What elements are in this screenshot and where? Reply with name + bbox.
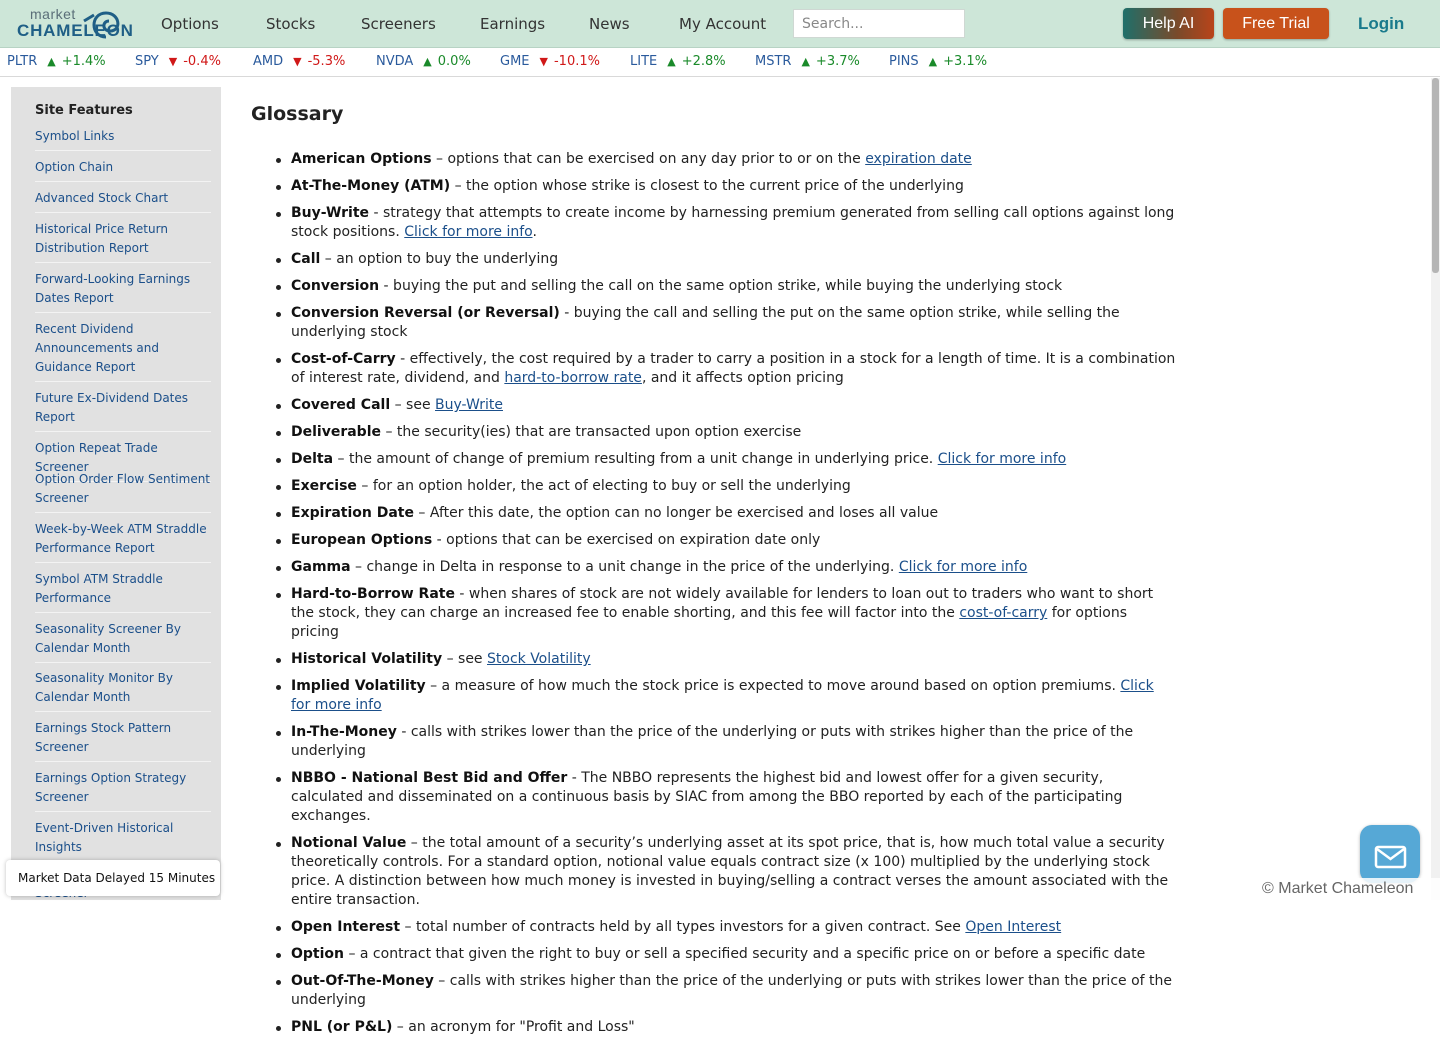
down-arrow-icon: ▼: [539, 55, 548, 68]
glossary-term: Hard-to-Borrow Rate: [291, 586, 455, 602]
sidebar-link[interactable]: Forward-Looking Earnings Dates Report: [35, 270, 211, 313]
glossary-term: At-The-Money (ATM): [291, 178, 451, 194]
glossary-term: Delta: [291, 451, 334, 467]
glossary-term: Historical Volatility: [291, 651, 443, 667]
ticker-strip: [0, 48, 1440, 77]
glossary-definition: - options that can be exercised on expiration date only: [432, 532, 821, 548]
sidebar-link[interactable]: Option Repeat Trade Screener: [35, 439, 211, 482]
ticker-item[interactable]: [376, 54, 471, 69]
glossary-definition: – the total amount of a security’s underlying asset at its spot price, that is, how much total value a security theoretically controls. For a standard option, notional value equals contract size (x 100) multiplied by the underlying stock price. A distinction between how much money is invested in buying/selling a contract verses the amount associated with the entire transaction.: [291, 835, 1169, 908]
glossary-item: [251, 450, 1176, 469]
ticker-symbol[interactable]: SPY: [135, 54, 159, 69]
search-input[interactable]: [793, 9, 965, 38]
glossary-definition: – After this date, the option can no longer be exercised and loses all value: [413, 505, 939, 521]
glossary-definition: – the amount of change of premium resulting from a unit change in underlying price.: [333, 451, 938, 467]
free-trial-button[interactable]: Free Trial: [1223, 8, 1329, 39]
glossary-link[interactable]: Stock Volatility: [487, 651, 591, 667]
glossary-term: Out-Of-The-Money: [291, 973, 434, 989]
glossary-definition: – calls with strikes higher than the price of the underlying or puts with strikes lower than the price of the underlying: [291, 973, 1173, 1008]
glossary-definition-tail: , and it affects option pricing: [641, 370, 844, 386]
help-ai-button[interactable]: Help AI: [1123, 8, 1214, 39]
glossary-term: European Options: [291, 532, 433, 548]
down-arrow-icon: ▼: [168, 55, 178, 68]
top-navbar: [0, 0, 1440, 48]
sidebar-link[interactable]: Historical Price Return Distribution Report: [35, 220, 211, 263]
glossary-term: Exercise: [291, 478, 357, 494]
ticker-change: +1.4%: [61, 54, 106, 69]
glossary-definition: - calls with strikes lower than the price of the underlying or puts with strikes higher than the price of the underlying: [291, 724, 1134, 759]
sidebar-link[interactable]: Advanced Stock Chart: [35, 189, 211, 213]
sidebar-link[interactable]: Option Order Flow Sentiment Screener: [35, 470, 211, 513]
ticker-item[interactable]: [500, 54, 600, 69]
glossary-item: [251, 945, 1176, 964]
sidebar-link[interactable]: Event-Driven Historical Insights: [35, 819, 211, 862]
glossary-definition: – an option to buy the underlying: [320, 251, 559, 267]
glossary-term: Implied Volatility: [291, 678, 426, 694]
glossary-link[interactable]: cost-of-carry: [959, 605, 1048, 621]
glossary-definition: – an acronym for "Profit and Loss": [392, 1019, 635, 1035]
contact-mail-button[interactable]: [1360, 825, 1420, 883]
glossary-term: Expiration Date: [291, 505, 414, 521]
glossary-link[interactable]: Click for more info: [404, 224, 533, 240]
copyright-text: © Market Chameleon: [1259, 878, 1440, 900]
up-arrow-icon: ▲: [928, 55, 938, 68]
glossary-item: [251, 723, 1176, 761]
page-scrollbar[interactable]: [1431, 78, 1440, 900]
glossary-item: [251, 769, 1176, 826]
glossary-definition: – see: [442, 651, 487, 667]
scrollbar-thumb[interactable]: [1432, 78, 1439, 273]
nav-news[interactable]: News: [589, 15, 630, 33]
ticker-change: +2.8%: [681, 54, 726, 69]
glossary-definition: – total number of contracts held by all types investors for a given contract. See: [400, 919, 966, 935]
glossary-definition: - effectively, the cost required by a trader to carry a position in a stock for a length of time. It is a combination of interest rate, dividend, and: [291, 351, 1176, 386]
up-arrow-icon: ▲: [47, 55, 56, 68]
glossary-definition-tail: for options pricing: [291, 605, 1127, 640]
glossary-term: Call: [291, 251, 321, 267]
nav-screeners[interactable]: Screeners: [361, 15, 436, 33]
glossary-item: [251, 677, 1176, 715]
sidebar-link[interactable]: Earnings Option Strategy Screener: [35, 769, 211, 812]
ticker-change: -0.4%: [183, 54, 221, 69]
sidebar-heading: Site Features: [35, 103, 133, 118]
up-arrow-icon: ▲: [801, 55, 810, 68]
glossary-term: Gamma: [291, 559, 351, 575]
glossary-term: Conversion: [291, 278, 380, 294]
glossary-definition: - buying the put and selling the call on the same option strike, while buying the underlying stock: [379, 278, 1063, 294]
nav-stocks[interactable]: Stocks: [266, 15, 316, 33]
glossary-term: Open Interest: [291, 919, 401, 935]
glossary-item: [251, 423, 1176, 442]
sidebar-link[interactable]: Seasonality Monitor By Calendar Month: [35, 669, 211, 712]
nav-options[interactable]: Options: [161, 15, 219, 33]
ticker-symbol[interactable]: AMD: [253, 54, 284, 69]
glossary-term: Buy-Write: [291, 205, 370, 221]
glossary-term: Option: [291, 946, 344, 962]
glossary-link[interactable]: Click for more info: [898, 559, 1028, 575]
glossary-item: [251, 504, 1176, 523]
glossary-definition: – the option whose strike is closest to the current price of the underlying: [450, 178, 964, 194]
glossary-item: [251, 177, 1176, 196]
glossary-item: [251, 585, 1176, 642]
glossary-link[interactable]: Click for more info: [291, 678, 1154, 713]
glossary-term: Conversion Reversal (or Reversal): [291, 305, 560, 321]
glossary-term: Cost-of-Carry: [291, 351, 396, 367]
glossary-term: Notional Value: [291, 835, 407, 851]
glossary-item: [251, 150, 1176, 169]
glossary-item: [251, 304, 1176, 342]
site-features-sidebar: [11, 87, 221, 900]
glossary-definition: – options that can be exercised on any day prior to or on the: [431, 151, 866, 167]
down-arrow-icon: ▼: [293, 55, 302, 68]
sidebar-link[interactable]: Earnings Stock Pattern Screener: [35, 719, 211, 762]
sidebar-link[interactable]: Future Ex-Dividend Dates Report: [35, 389, 211, 432]
up-arrow-icon: ▲: [423, 55, 432, 68]
nav-my-account[interactable]: My Account: [679, 15, 767, 33]
market-chameleon-logo[interactable]: [14, 6, 134, 40]
glossary-item: [251, 1018, 1176, 1037]
glossary-item: [251, 558, 1176, 577]
logo-line1: market: [30, 6, 76, 22]
sidebar-link[interactable]: Recent Dividend Announcements and Guidance Report: [35, 320, 211, 382]
glossary-definition: – the security(ies) that are transacted upon option exercise: [381, 424, 802, 440]
glossary-link[interactable]: Open Interest: [965, 919, 1062, 935]
glossary-item: [251, 531, 1176, 550]
ticker-change: +3.7%: [815, 54, 860, 69]
sidebar-link[interactable]: Symbol Links: [35, 127, 211, 151]
ticker-change: -5.3%: [307, 54, 346, 69]
glossary-definition: – for an option holder, the act of electing to buy or sell the underlying: [356, 478, 851, 494]
glossary-item: [251, 972, 1176, 1010]
market-data-delay-notice: Market Data Delayed 15 Minutes: [6, 860, 220, 896]
ticker-item[interactable]: [253, 54, 345, 69]
glossary-definition: – change in Delta in response to a unit change in the price of the underlying.: [350, 559, 899, 575]
glossary-item: [251, 650, 1176, 669]
glossary-item: [251, 204, 1176, 242]
glossary-item: [251, 277, 1176, 296]
ticker-symbol[interactable]: PINS: [889, 54, 919, 69]
glossary-item: [251, 250, 1176, 269]
page-title: Glossary: [251, 103, 344, 125]
glossary-link[interactable]: expiration date: [865, 151, 972, 167]
glossary-term: In-The-Money: [291, 724, 397, 740]
glossary-link[interactable]: Click for more info: [937, 451, 1067, 467]
glossary-definition: – see: [390, 397, 436, 413]
glossary-term: American Options: [291, 151, 432, 167]
glossary-definition: - buying the call and selling the put on the same option strike, while selling the underlying stock: [291, 305, 1120, 340]
glossary-item: [251, 350, 1176, 388]
glossary-definition: – a measure of how much the stock price is expected to move around based on option premiums.: [425, 678, 1121, 694]
ticker-change: +3.1%: [943, 54, 988, 69]
sidebar-link[interactable]: Symbol ATM Straddle Performance: [35, 570, 211, 613]
ticker-symbol[interactable]: PLTR: [7, 54, 38, 69]
ticker-symbol[interactable]: MSTR: [755, 54, 792, 69]
ticker-item[interactable]: [135, 54, 221, 69]
chameleon-icon: [76, 7, 136, 41]
glossary-definition-tail: .: [532, 224, 537, 240]
glossary-item: [251, 918, 1176, 937]
ticker-symbol[interactable]: NVDA: [376, 54, 414, 69]
up-arrow-icon: ▲: [667, 55, 676, 68]
glossary-definition: - strategy that attempts to create income by harnessing premium generated from selling call options against long stock positions.: [291, 205, 1175, 240]
ticker-item[interactable]: [755, 54, 860, 69]
glossary-item: [251, 834, 1176, 910]
ticker-item[interactable]: [630, 54, 726, 69]
envelope-icon: [1360, 825, 1420, 883]
nav-earnings[interactable]: Earnings: [480, 15, 546, 33]
glossary-definition: - when shares of stock are not widely available for lenders to loan out to traders who want to short the stock, they can charge an increased fee to enable shorting, and this fee will factor into the: [291, 586, 1154, 621]
ticker-symbol[interactable]: GME: [500, 54, 530, 69]
glossary-link[interactable]: hard-to-borrow rate: [504, 370, 642, 386]
ticker-item[interactable]: [7, 54, 106, 69]
sidebar-link[interactable]: Seasonality Screener By Calendar Month: [35, 620, 211, 663]
sidebar-link[interactable]: Week-by-Week ATM Straddle Performance Report: [35, 520, 211, 563]
glossary-term: Deliverable: [291, 424, 382, 440]
glossary-list: [251, 150, 1176, 1045]
glossary-item: [251, 396, 1176, 415]
ticker-item[interactable]: [889, 54, 987, 69]
glossary-term: PNL (or P&L): [291, 1019, 393, 1035]
glossary-term: Covered Call: [291, 397, 391, 413]
glossary-item: [251, 477, 1176, 496]
logo-line2: CHAMELEON: [17, 21, 134, 40]
glossary-link[interactable]: Buy-Write: [435, 397, 503, 413]
glossary-definition: - The NBBO represents the highest bid and lowest offer for a given security, calculated and disseminated on a continuous basis by SIAC from among the BBO reported by each of the participating exchanges.: [291, 770, 1123, 824]
glossary-term: NBBO - National Best Bid and Offer: [291, 770, 568, 786]
ticker-change: 0.0%: [437, 54, 471, 69]
ticker-symbol[interactable]: LITE: [630, 54, 658, 69]
login-link[interactable]: Login: [1358, 14, 1405, 33]
glossary-definition: – a contract that given the right to buy or sell a specified security and a specific price on or before a specific date: [344, 946, 1146, 962]
ticker-change: -10.1%: [553, 54, 600, 69]
sidebar-link[interactable]: Option Chain: [35, 158, 211, 182]
